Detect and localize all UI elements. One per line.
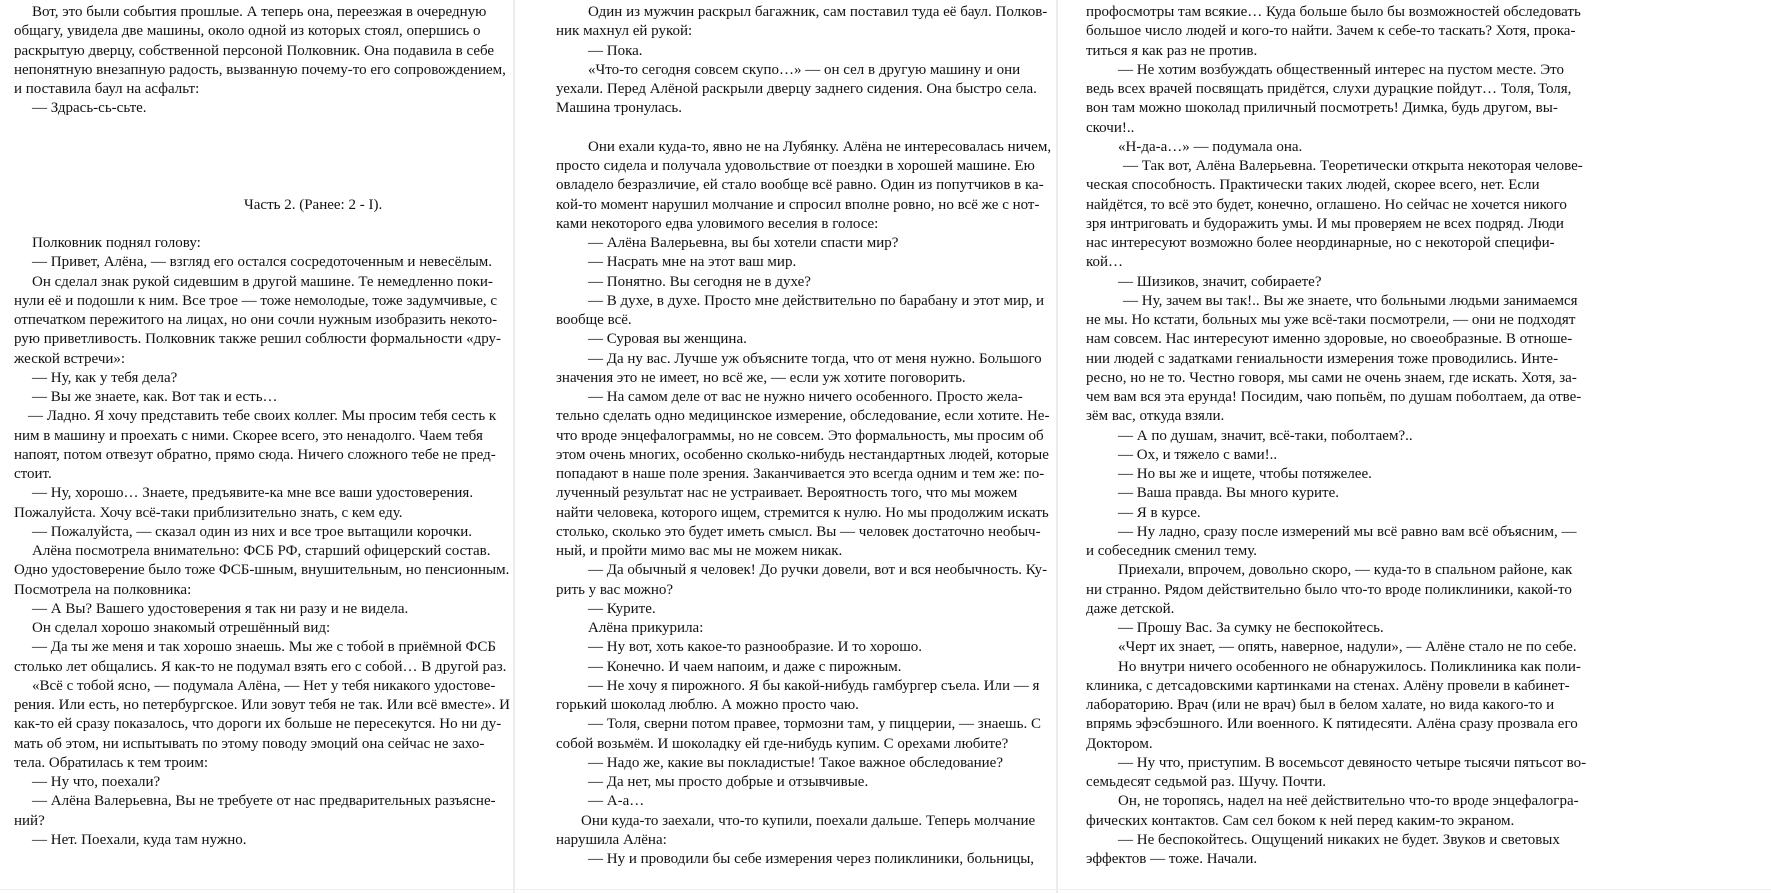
text-line: — Алёна Валерьевна, вы бы хотели спасти мир?	[588, 235, 899, 251]
text-line: Он, не торопясь, надел на неё действительно что-то вроде энцефалогра-	[1118, 793, 1579, 810]
text-line: Но внутри ничего особенного не обнаружилось. Поликлиника как поли-	[1118, 658, 1581, 675]
page-bottom-edge	[0, 889, 1771, 890]
text-line: — Суровая вы женщина.	[588, 331, 747, 348]
text-line: титься я как раз не против.	[1086, 42, 1258, 59]
text-line: зря интриговать и будоражить умы. И мы проверяем не всех подряд. Люди	[1086, 215, 1564, 232]
text-line: вон там можно шоколад приличный посмотреть! Димка, будь другом, вы-	[1086, 100, 1558, 117]
text-line: впрямь эфэсбэшного. Или военного. К пятидесяти. Алёна сразу прозвала его	[1086, 716, 1578, 733]
text-line: нарушила Алёна:	[556, 831, 667, 848]
text-line: «Н-да-а…» — подумала она.	[1118, 138, 1303, 155]
text-line: — Ну, зачем вы так!.. Вы же знаете, что больными людьми занимаемся	[1123, 292, 1578, 309]
text-line: — На самом деле от вас не нужно ничего особенного. Просто жела-	[588, 389, 1023, 405]
text-line: — Надо же, какие вы покладистые! Такое важное обследование?	[588, 754, 1003, 771]
text-line: — Ну вот, хоть какое-то разнообразие. И то хорошо.	[588, 639, 923, 656]
text-line: — Насрать мне на этот ваш мир.	[588, 254, 797, 271]
text-line: профосмотры там всякие… Куда больше было бы возможностей обследовать	[1086, 4, 1581, 20]
text-line: кой-то момент нарушил молчание и спросил вполне ровно, но всё же с нот-	[556, 196, 1040, 213]
text-line: — Привет, Алёна, — взгляд его остался сосредоточенным и невесёлым.	[32, 254, 493, 271]
text-line: Он сделал знак рукой сидевшим в другой машине. Те немедленно поки-	[32, 273, 493, 290]
text-line: нули её и подошли к ним. Все трое — тоже немолодые, тоже задумчивые, с	[14, 292, 498, 309]
text-line: «Черт их знает, — опять, наверное, надули», — Алёне стало не по себе.	[1118, 639, 1577, 656]
chapter-heading: Часть 2. (Ранее: 2 - I).	[244, 196, 383, 213]
text-line: значения это не имеет, но всё же, — если уж хотите поговорить.	[556, 369, 966, 386]
text-line: даже детской.	[1086, 600, 1175, 617]
text-line: «Что-то сегодня совсем скупо…» — он сел в другую машину и они	[588, 61, 1021, 78]
text-line: ний?	[14, 812, 45, 829]
text-line: нии людей с задатками гениальности измерения тоже проводились. Инте-	[1086, 350, 1559, 367]
text-line: столько, сколько это будет иметь смысл. Вы — человек достаточно необыч-	[556, 523, 1041, 540]
text-line: — Ваша правда. Вы много курите.	[1118, 485, 1340, 502]
text-line: — Да обычный я человек! До ручки довели, вот и вся необычность. Ку-	[588, 562, 1048, 579]
text-line: ним в машину и проехать с ними. Скорее всего, это ненадолго. Чаем тебя	[14, 427, 483, 444]
text-line: — А-а…	[588, 793, 645, 810]
text-line: что вроде энцефалограммы, но не совсем. Это формальность, мы просим об	[556, 427, 1044, 444]
text-line: ресно, но не то. Честно говоря, мы сами не очень знаем, где искать. Хотя, за-	[1086, 369, 1577, 386]
text-line: — А по душам, значит, всё-таки, поболтаем?..	[1118, 427, 1413, 444]
text-line: — Но вы же и ищете, чтобы потяжелее.	[1118, 466, 1372, 482]
text-line: — Ну и проводили бы себе измерения через поликлиники, больницы,	[588, 851, 1035, 867]
text-line: — Курите.	[588, 600, 656, 617]
text-line: овладело безразличие, ей стало вообще всё равно. Один из попутчиков в ка-	[556, 177, 1044, 194]
text-line: — Прошу Вас. За сумку не беспокойтесь.	[1118, 620, 1384, 636]
text-line: — В духе, в духе. Просто мне действительно по барабану и этот мир, и	[588, 292, 1045, 309]
text-line: — Не беспокойтесь. Ощущений никаких не будет. Звуков и световых	[1118, 831, 1560, 848]
text-line: лученный результат нас не устраивает. Вероятность того, что мы можем	[556, 485, 1018, 502]
text-line: Пожалуйста. Хочу всё-таки приблизительно знать, с кем еду.	[14, 504, 403, 521]
text-line: Один из мужчин раскрыл багажник, сам поставил туда её баул. Полков-	[588, 4, 1048, 20]
text-line: найти человека, которого ищем, стремится к нулю. Но мы продолжим искать	[556, 504, 1049, 521]
text-line: и поставила баул на асфальт:	[14, 81, 200, 97]
text-line: просто сидела и получала удовольствие от поездки в хорошей машине. Ею	[556, 158, 1035, 174]
text-line: — Вы же знаете, как. Вот так и есть…	[32, 389, 278, 405]
text-line: скочи!..	[1086, 119, 1135, 136]
text-line: уехали. Перед Алёной раскрыли дверцу заднего сидения. Она быстро села.	[556, 81, 1037, 97]
text-line: клиника, с детсадовскими картинками на стенах. Алёну провели в кабинет-	[1086, 677, 1570, 694]
text-line: — Конечно. И чаем напоим, и даже с пирожным.	[588, 658, 902, 675]
text-line: отпечатком пережитого на лицах, но они сочли нужным изобразить некото-	[14, 312, 498, 328]
text-line: — Да ну вас. Лучше уж объясните тогда, что от меня нужно. Большого	[588, 350, 1042, 367]
text-line: мать об этом, ни испытывать по этому поводу эмоций она сейчас не захо-	[14, 735, 485, 752]
text-line: напоят, потом отвезут обратно, прямо сюда. Ничего сложного тебе не пред-	[14, 446, 496, 463]
text-line: Машина тронулась.	[556, 100, 683, 117]
text-line: этом очень многих, особенно сколько-нибудь нестандартных людей, которые	[556, 446, 1049, 463]
text-line: — Ну ладно, сразу после измерений мы всё равно вам всё объясним, —	[1118, 523, 1577, 540]
text-line: — Понятно. Вы сегодня не в духе?	[588, 273, 811, 290]
text-line: ный, и пройти мимо вас мы не можем никак.	[556, 543, 843, 559]
text-line: — Я в курсе.	[1118, 504, 1201, 521]
text-line: как-то ей сразу показалось, что дороги их больше не пересекутся. Но ни ду-	[14, 716, 502, 733]
text-line: — Пока.	[588, 42, 643, 59]
text-line: Посмотрела на полковника:	[14, 581, 192, 598]
text-line: — Шизиков, значит, собираете?	[1118, 273, 1322, 290]
document-page-2	[515, 0, 1056, 893]
text-line: раскрытую дверцу, собственной персоной Полковник. Она подавила в себе	[14, 42, 495, 59]
text-line: — Да нет, мы просто добрые и отзывчивые.	[588, 774, 869, 790]
text-line: не мы. Но кстати, больных мы уже всё-таки посмотрели, — они не подходят	[1086, 312, 1576, 328]
text-line: — Нет. Поехали, куда там нужно.	[32, 831, 247, 848]
text-line: Он сделал хорошо знакомый отрешённый вид:	[32, 620, 331, 636]
text-line: чем вам вся эта ерунда! Посидим, чаю попьём, по душам поболтаем, да отве-	[1086, 389, 1582, 405]
text-line: ни странно. Рядом действительно было что-то вроде поликлиники, какой-то	[1086, 581, 1572, 598]
text-line: — Толя, сверни потом правее, тормозни там, у пиццерии, — знаешь. С	[588, 716, 1041, 733]
text-line: зём вас, откуда взяли.	[1086, 408, 1225, 425]
text-line: «Всё с тобой ясно, — подумала Алёна, — Нет у тебя никакого удостове-	[32, 677, 496, 694]
text-line: — Ну, как у тебя дела?	[32, 369, 178, 386]
text-line: — Здрась-сь-сьте.	[32, 100, 147, 117]
text-line: Они ехали куда-то, явно не на Лубянку. Алёна не интересовалась ничем,	[588, 138, 1052, 155]
text-line: — Ох, и тяжело с вами!..	[1118, 446, 1278, 463]
text-line: общагу, увидела две машины, около одной из которых стоял, опершись о	[14, 23, 481, 40]
text-line: большое число людей и кого-то найти. Зачем к себе-то таскать? Хотя, прока-	[1086, 23, 1576, 40]
text-line: собой возьмём. И шоколадку ей где-нибудь купим. С орехами любите?	[556, 735, 1009, 752]
text-line: — Да ты же меня и так хорошо знаешь. Мы же с тобой в приёмной ФСБ	[32, 639, 496, 656]
text-line: и собеседник сменил тему.	[1086, 543, 1257, 559]
text-line: — Ну что, поехали?	[32, 774, 161, 790]
text-line: эффектов — тоже. Начали.	[1086, 851, 1258, 867]
text-line: рую приветливость. Полковник также решил соблюсти формальности «дру-	[14, 331, 502, 348]
text-line: вообще всё.	[556, 312, 632, 328]
text-line: рить у вас можно?	[556, 581, 674, 598]
text-line: Вот, это были события прошлые. А теперь она, переезжая в очередную	[32, 4, 487, 20]
text-line: Одно удостоверение было тоже ФСБ-шным, внушительным, но пенсионным.	[14, 562, 510, 579]
text-line: Алёна посмотрела внимательно: ФСБ РФ, старший офицерский состав.	[32, 543, 491, 559]
document-page-3	[1058, 0, 1771, 893]
text-line: — Не хочу я пирожного. Я бы какой-нибудь гамбургер съела. Или — я	[588, 677, 1040, 694]
text-line: тельно сделать одно медицинское измерение, обследование, если хотите. Не-	[556, 408, 1050, 425]
text-line: — Ну что, приступим. В восемьсот девяносто четыре тысячи пятьсот во-	[1118, 754, 1587, 771]
document-page-1	[0, 0, 513, 893]
text-line: — Ладно. Я хочу представить тебе своих коллег. Мы просим тебя сесть к	[28, 408, 497, 425]
text-line: попадают в наше поле зрения. Заканчивается это всегда одним и тем же: по-	[556, 466, 1045, 482]
text-line: столько лет общались. Я как-то не подумал взять его с собой… В другой раз.	[14, 658, 507, 675]
text-line: — Пожалуйста, — сказал один из них и все трое вытащили корочки.	[32, 523, 473, 540]
text-line: нам совсем. Нас интересуют именно здоровые, но своеобразные. В отноше-	[1086, 331, 1573, 348]
text-line: жеской встречи»:	[14, 350, 126, 367]
text-line: стоит.	[14, 466, 52, 482]
text-line: ками некоторого едва уловимого веселия в голосе:	[556, 215, 879, 232]
text-line: лабораторию. Врач (или не врач) был в белом халате, но вида какого-то и	[1086, 697, 1555, 713]
text-line: Алёна прикурила:	[588, 620, 704, 636]
text-line: Доктором.	[1086, 735, 1153, 752]
text-line: Приехали, впрочем, довольно скоро, — куда-то в спальном районе, как	[1118, 562, 1573, 579]
text-line: рения. Или есть, но петербургское. Или зовут тебя не так. Или всё вместе». И	[14, 697, 510, 713]
text-line: кой…	[1086, 254, 1124, 271]
text-line: Полковник поднял голову:	[32, 235, 201, 251]
text-line: нас интересуют возможно более неординарные, но с некоторой специфи-	[1086, 235, 1555, 251]
text-line: Они куда-то заехали, что-то купили, поехали дальше. Теперь молчание	[581, 812, 1036, 829]
text-line: непонятную внезапную радость, вызванную почему-то его сопровождением,	[14, 61, 506, 78]
text-line: — А Вы? Вашего удостоверения я так ни разу и не видела.	[32, 600, 409, 617]
text-line: ческая способность. Практически таких людей, скорее всего, нет. Если	[1086, 177, 1540, 194]
text-line: — Ну, хорошо… Знаете, предъявите-ка мне все ваши удостоверения.	[32, 485, 474, 502]
text-line: — Так вот, Алёна Валерьевна. Теоретически открыта некоторая челове-	[1123, 158, 1583, 174]
text-line: тела. Обратилась к тем троим:	[14, 754, 208, 771]
text-line: горький шоколад люблю. А можно просто чаю.	[556, 697, 859, 713]
text-line: ведь всех врачей посвящать придётся, слухи дурацкие пойдут… Толя, Толя,	[1086, 81, 1572, 97]
text-line: фических контактов. Сам сел боком к ней перед каким-то экраном.	[1086, 812, 1515, 829]
text-line: — Алёна Валерьевна, Вы не требуете от нас предварительных разъясне-	[32, 793, 496, 810]
text-line: ник махнул ей рукой:	[556, 23, 693, 40]
text-line: найдётся, то всё это будет, конечно, оглашено. Но сейчас не хочется никого	[1086, 196, 1567, 213]
text-line: — Не хотим возбуждать общественный интерес на пустом месте. Это	[1118, 61, 1565, 78]
text-line: семьдесят седьмой раз. Шучу. Почти.	[1086, 774, 1326, 790]
